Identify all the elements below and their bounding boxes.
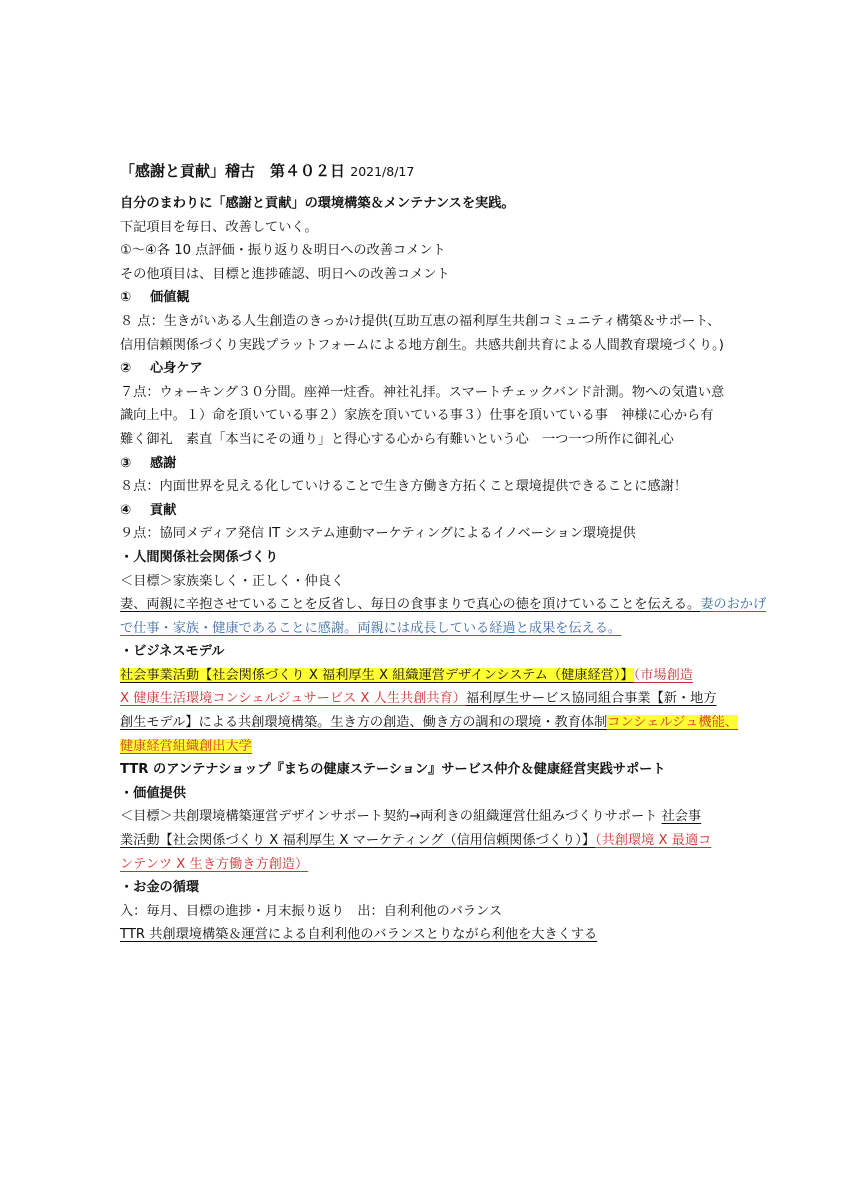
- body-care-text: 難く御礼 素直「本当にその通り」と得心する心から有難いという心 一つ一つ所作に御礼心: [120, 431, 674, 447]
- values-text: ８ 点：生きがいある人生創造のきっかけ提供(互助互恵の福利厚生共創コミュニティ構築＆サポート、: [120, 313, 721, 329]
- business-text: [120, 711, 740, 735]
- value-goal: ＜目標＞共創環境構築運営デザインサポート契約→両利きの組織運営仕組みづくりサポート: [120, 809, 658, 825]
- title-date: 2021/8/17: [350, 164, 415, 179]
- relations-goal: ＜目標＞家族楽しく・正しく・仲良く: [120, 573, 345, 589]
- section-title: 価値観: [150, 290, 190, 306]
- section-heading-body-care: [120, 357, 740, 381]
- business-antenna-shop: TTR のアンテナショップ『まちの健康ステーション』サービス仲介＆健康経営実践サポート: [120, 762, 666, 778]
- business-highlight: 社会事業活動【社会関係づくり X 福利厚生 X 組織運営デザインシステム（健康経営）】: [120, 667, 634, 683]
- section-title: 感謝: [150, 455, 177, 471]
- section-title: 心身ケア: [150, 361, 203, 377]
- section-heading-gratitude: [120, 452, 740, 476]
- relations-text-underlined: 妻、両親に辛抱させていることを反省し、毎日の食事まりで真心の徳を頂けていることを伝える。: [120, 597, 701, 613]
- value-red-text: （共創環境 X 最適コ: [595, 833, 712, 849]
- value-red-text: ンテンツ X 生き方働き方創造）: [120, 856, 309, 872]
- intro-text: 下記項目を毎日、改善していく。: [120, 219, 318, 235]
- contribution-text: ９点：協同メディア発信 IT システム連動マーケティングによるイノベーション環境提供: [120, 526, 636, 542]
- business-red-text: （市場創造: [633, 667, 693, 683]
- intro-text: ①～④各 10 点評価・振り返り＆明日への改善コメント: [120, 243, 446, 259]
- business-text: [120, 664, 740, 688]
- business-underlined: 福利厚生サービス協同組合事業【新・地方: [465, 691, 717, 707]
- value-heading: ・価値提供: [120, 785, 186, 801]
- page-title: 「感謝と貢献」稽古 第４０２日: [120, 162, 346, 180]
- section-number: ②: [120, 361, 132, 377]
- gratitude-text: ８点：内面世界を見える化していけることで生き方働き方拓くこと環境提供できることに感謝！: [120, 479, 688, 495]
- money-text: 入：毎月、目標の進捗・月末振り返り 出：自利利他のバランス: [120, 903, 503, 919]
- value-text: [120, 805, 740, 829]
- relations-text-blue: 妻のおかげ: [700, 597, 767, 613]
- relations-heading: ・人間関係社会関係づくり: [120, 549, 279, 565]
- business-highlight-red: 健康経営組織創出大学: [120, 738, 252, 754]
- section-title: 貢献: [150, 502, 177, 518]
- intro-text: その他項目は、目標と進捗確認、明日への改善コメント: [120, 266, 450, 282]
- money-text: [120, 923, 740, 947]
- money-heading: ・お金の循環: [120, 880, 200, 896]
- business-red-text: X 健康生活環境コンシェルジュサービス X 人生共創共育）: [120, 691, 466, 707]
- value-underlined: 社会事: [661, 809, 702, 825]
- business-underlined: 創生モデル】による共創環境構築。生き方の創造、働き方の調和の環境・教育体制: [120, 715, 608, 731]
- relations-text: [120, 617, 740, 641]
- money-underlined: TTR 共創環境構築＆運営による自利利他のバランスとりながら利他を大きくする: [120, 927, 598, 943]
- section-number: ③: [120, 455, 132, 471]
- section-heading-contribution: [120, 499, 740, 523]
- section-number: ①: [120, 290, 132, 306]
- body-care-text: 識向上中。１）命を頂いている事２）家族を頂いている事３）仕事を頂いている事 神様に心から有: [120, 408, 714, 424]
- business-highlight-red: コンシェルジュ機能、: [607, 715, 738, 731]
- value-underlined: 業活動【社会関係づくり X 福利厚生 X マーケティング（信用信頼関係づくり）】: [120, 833, 596, 849]
- values-text: 信用信頼関係づくり実践プラットフォームによる地方創生。共感共創共育による人間教育環境づくり。): [120, 337, 724, 353]
- value-text: [120, 853, 740, 877]
- relations-text-blue: で仕事・家族・健康であることに感謝。両親には成長している経過と成果を伝える。: [120, 620, 622, 636]
- value-text: [120, 829, 740, 853]
- document-page: [120, 154, 767, 947]
- section-heading-values: [120, 286, 740, 310]
- relations-text: [120, 593, 767, 617]
- business-text: [120, 735, 740, 759]
- business-text: [120, 687, 740, 711]
- section-number: ④: [120, 502, 132, 518]
- title-line: [120, 154, 740, 188]
- business-heading: ・ビジネスモデル: [120, 644, 225, 660]
- body-care-text: ７点：ウォーキング３０分間。座禅一炷香。神社礼拝。スマートチェックバンド計測。物への気遣い意: [120, 384, 725, 400]
- intro-heading: 自分のまわりに「感謝と貢献」の環境構築＆メンテナンスを実践。: [120, 196, 515, 211]
